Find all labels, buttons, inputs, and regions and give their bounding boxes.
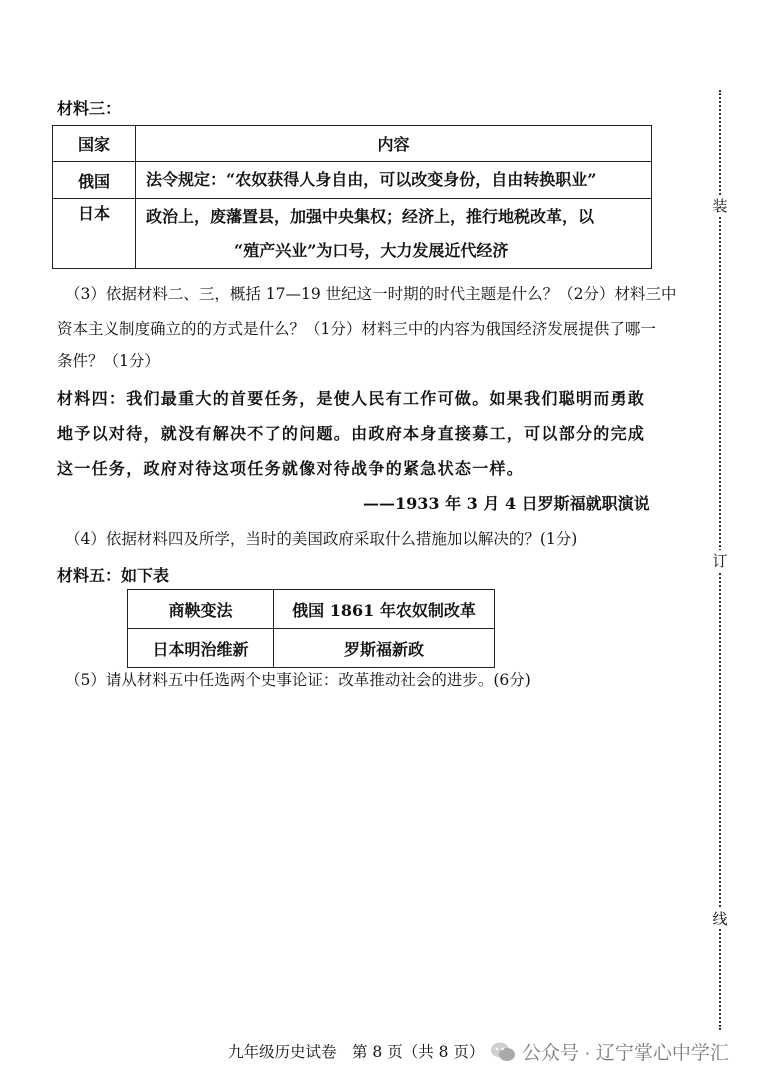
binding-char: 线 [709, 908, 731, 929]
table-cell: 罗斯福新政 [274, 629, 495, 668]
question5: （5）请从材料五中任选两个史事论证：改革推动社会的进步。(6分) [65, 671, 531, 689]
material5-table [127, 589, 495, 668]
material3-label: 材料三： [57, 99, 122, 118]
question3-line: （3）依据材料二、三，概括 17—19 世纪这一时期的时代主题是什么？（2分）材料三中 [65, 285, 677, 303]
table-row [53, 162, 652, 199]
country-cell: 日本 [53, 199, 136, 269]
watermark [490, 1036, 731, 1067]
table-row [128, 629, 495, 668]
content-line: 政治上，废藩置县，加强中央集权；经济上，推行地税改革，以 [146, 206, 595, 226]
watermark-text: 公众号 · 辽宁掌心中学汇 [522, 1043, 729, 1064]
table-cell: 商鞅变法 [128, 590, 274, 629]
material5-label: 材料五：如下表 [57, 566, 170, 585]
content-line: “殖产兴业”为口号，大力发展近代经济 [234, 240, 509, 260]
header-country: 国家 [53, 126, 136, 162]
material4-line: 地予以对待，就没有解决不了的问题。由政府本身直接募工，可以部分的完成 [57, 424, 646, 443]
table-row [128, 590, 495, 629]
material4-line: 这一任务，政府对待这项任务就像对待战争的紧急状态一样。 [57, 459, 525, 478]
material4-line: 材料四：我们最重大的首要任务，是使人民有工作可做。如果我们聪明而勇敢 [57, 389, 646, 408]
table-header-row [53, 126, 652, 162]
header-content: 内容 [136, 126, 652, 162]
material4-source: ——1933 年 3 月 4 日罗斯福就职演说 [363, 494, 650, 513]
country-cell: 俄国 [53, 162, 136, 199]
binding-char: 装 [709, 195, 731, 216]
table-cell: 日本明治维新 [128, 629, 274, 668]
content-cell [136, 162, 652, 199]
question4: （4）依据材料四及所学，当时的美国政府采取什么措施加以解决的？(1分) [65, 530, 578, 548]
page-info: 九年级历史试卷 第 8 页（共 8 页） [228, 1043, 485, 1061]
binding-char: 订 [709, 550, 731, 571]
table-cell: 俄国 1861 年农奴制改革 [274, 590, 495, 629]
content-cell [136, 199, 652, 269]
wechat-icon [490, 1041, 516, 1063]
question3-line: 资本主义制度确立的的方式是什么？（1分）材料三中的内容为俄国经济发展提供了哪一 [57, 320, 656, 338]
material3-table [52, 125, 652, 269]
content-line: 法令规定：“农奴获得人身自由，可以改变身份，自由转换职业” [146, 170, 597, 189]
table-row [53, 199, 652, 269]
question3-line: 条件？（1分） [57, 352, 160, 370]
